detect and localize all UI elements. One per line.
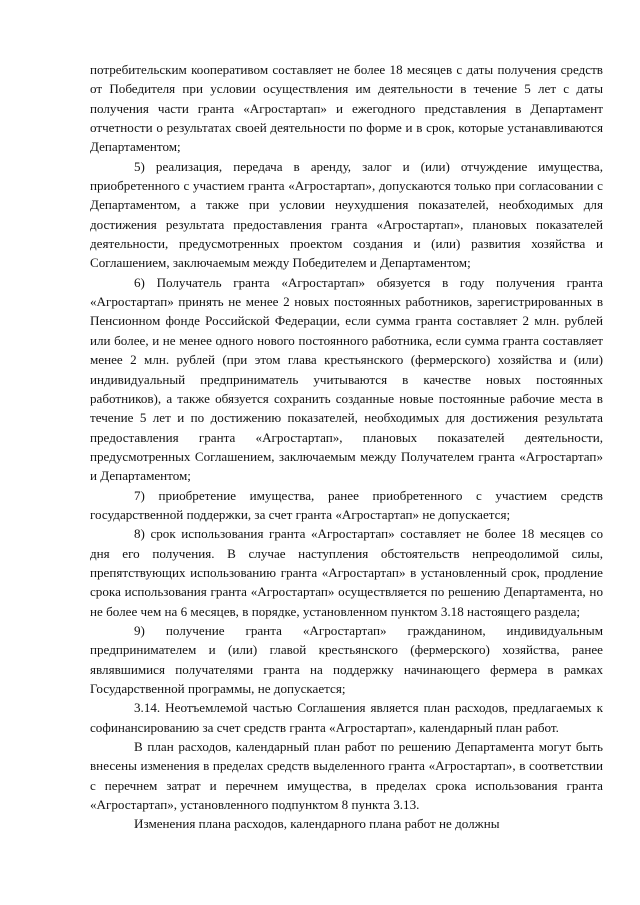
paragraph-plan-changes: В план расходов, календарный план работ по решению Департамента могут быть внесены изменения в пределах средств выделенного гранта «Агростартап», в соответствии с перечнем затрат и перечнем имущества, в пределах срока использования гранта «Агростартап», установленного подпунктом 8 пункта 3.13. <box>90 739 603 813</box>
paragraph-item-8: 8) срок использования гранта «Агростартап» составляет не более 18 месяцев со дня его получения. В случае наступления обстоятельств непреодолимой силы, препятствующих использованию гранта «Агростартап» в установленный срок, продление срока использования гранта «Агростартап» осуществляется по решению Департамента, но не более чем на 6 месяцев, в порядке, установленном пунктом 3.18 настоящего раздела; <box>90 526 603 619</box>
paragraph-item-9: 9) получение гранта «Агростартап» гражданином, индивидуальным предпринимателем и (или) главой крестьянского (фермерского) хозяйства, ранее являвшимися получателями гранта на поддержку начинающего фермера в рамках Государственной программы, не допускается; <box>90 622 603 696</box>
paragraph-item-5: 5) реализация, передача в аренду, залог и (или) отчуждение имущества, приобретенного с участием гранта «Агростартап», допускаются только при согласовании с Департаментом, а также при условии неухудшения показателей, необходимых для достижения результата предоставления гранта «Агростартап», плановых показателей деятельности, предусмотренных проектом создания и (или) развития хозяйства и Соглашением, заключаемым между Победителем и Департаментом; <box>90 158 603 271</box>
document-page <box>90 60 603 834</box>
paragraph-section-3-14: 3.14. Неотъемлемой частью Соглашения является план расходов, предлагаемых к софинансированию за счет средств гранта «Агростартап», календарный план работ. <box>90 700 603 735</box>
paragraph-final: Изменения плана расходов, календарного плана работ не должны <box>134 816 500 832</box>
paragraph-item-7: 7) приобретение имущества, ранее приобретенного с участием средств государственной поддержки, за счет гранта «Агростартап» не допускается; <box>90 487 603 522</box>
paragraph-item-6: 6) Получатель гранта «Агростартап» обязуется в году получения гранта «Агростартап» принять не менее 2 новых постоянных работников, зарегистрированных в Пенсионном фонде Российской Федерации, если сумма гранта составляет 2 млн. рублей или более, и не менее одного нового постоянного работника, если сумма гранта составляет менее 2 млн. рублей (при этом глава крестьянского (фермерского) хозяйства и (или) индивидуальный предприниматель учитываются в качестве новых постоянных работников), а также обязуется сохранить созданные новые постоянные рабочие места в течение 5 лет и по достижению показателей, необходимых для достижения результата предоставления гранта «Агростартап», плановых показателей деятельности, предусмотренных Соглашением, заключаемым между Получателем гранта «Агростартап» и Департаментом; <box>90 274 603 484</box>
paragraph-continuation: потребительским кооперативом составляет не более 18 месяцев с даты получения средств от Победителя при условии осуществления им деятельности в течение 5 лет с даты получения части гранта «Агростартап» и ежегодного представления в Департамент отчетности о результатах своей деятельности по форме и в срок, которые устанавливаются Департаментом; <box>90 62 603 155</box>
